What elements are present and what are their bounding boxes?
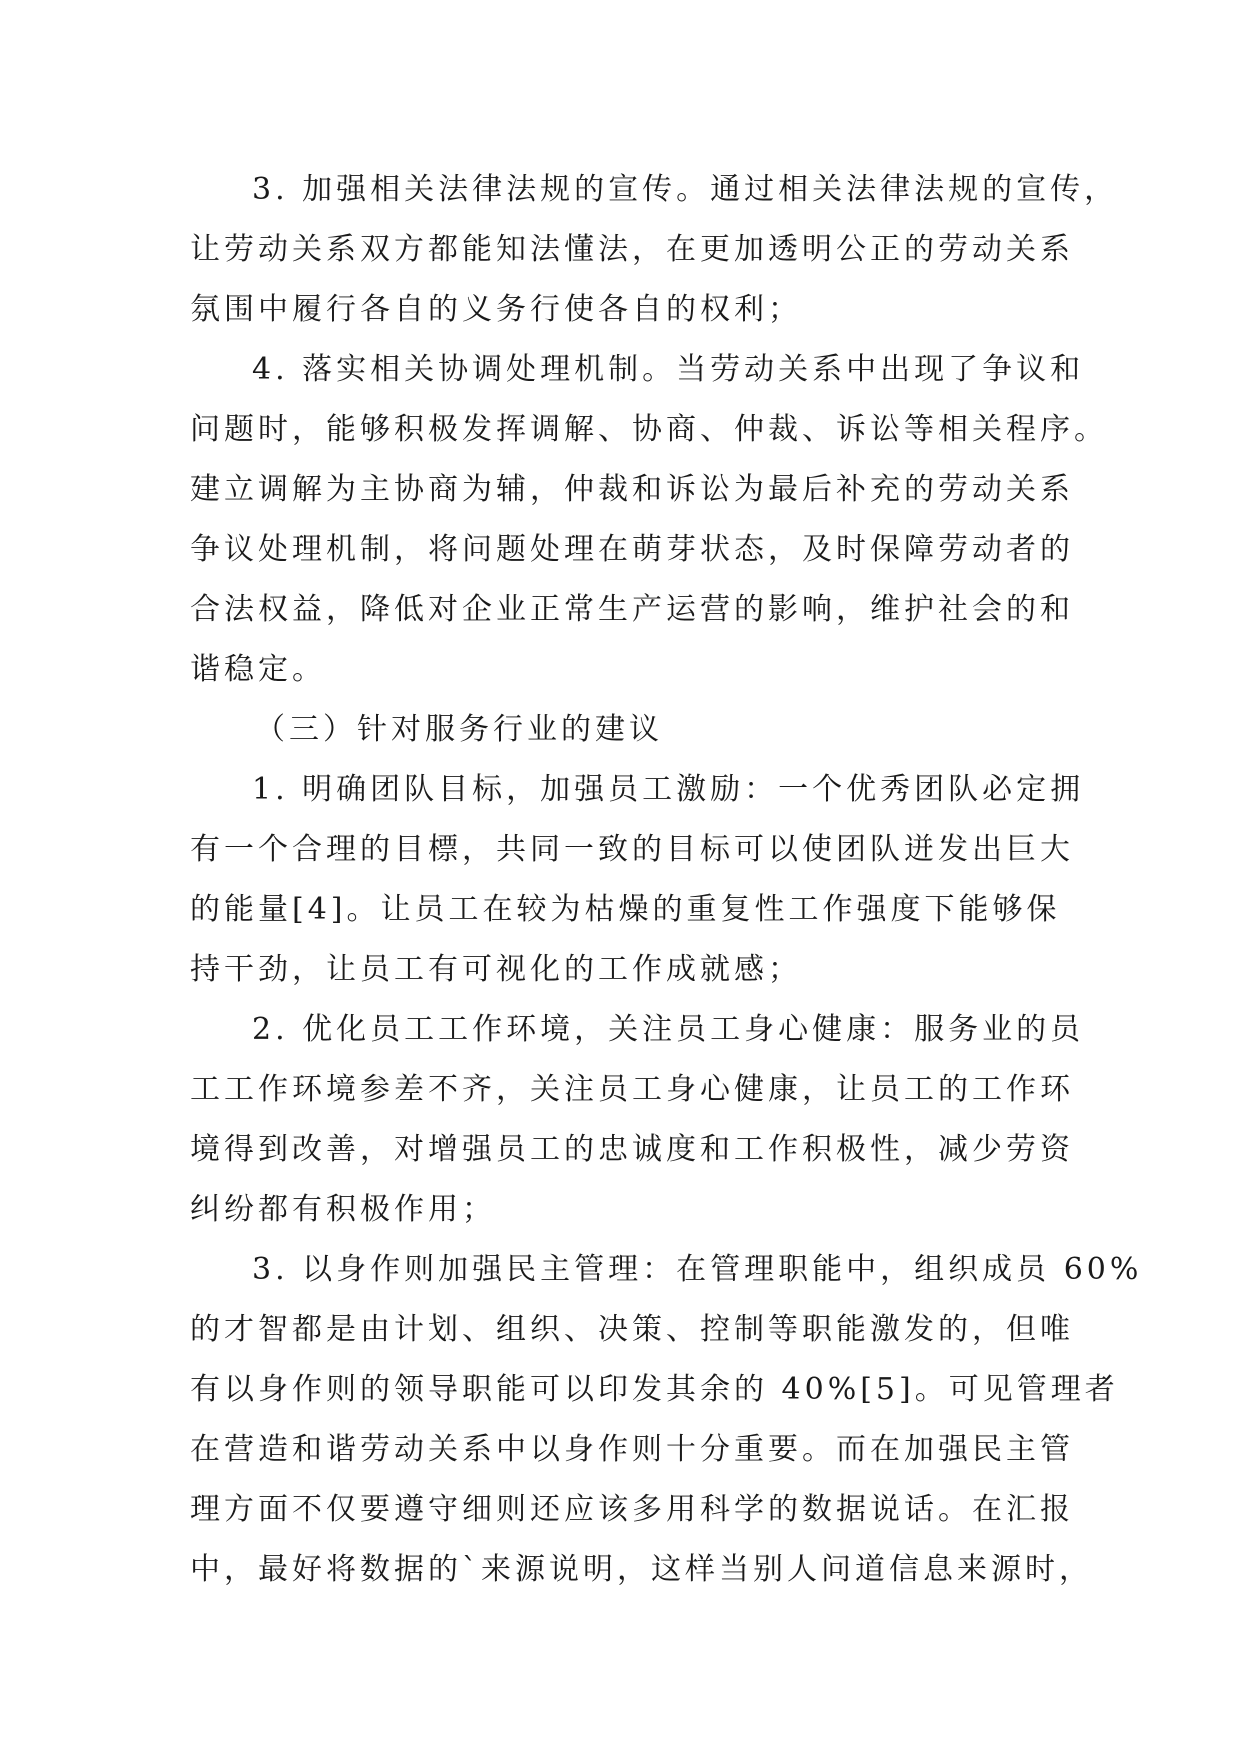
- paragraph-line: 持干劲，让员工有可视化的工作成就感；: [190, 952, 802, 987]
- paragraph-line: 在营造和谐劳动关系中以身作则十分重要。而在加强民主管: [190, 1432, 1074, 1467]
- paragraph-line: 3. 以身作则加强民主管理：在管理职能中，组织成员 60%: [252, 1252, 1143, 1287]
- paragraph-line: 谐稳定。: [190, 652, 326, 687]
- paragraph-line: 中，最好将数据的`来源说明，这样当别人问道信息来源时，: [190, 1552, 1093, 1587]
- section-heading: （三）针对服务行业的建议: [255, 712, 663, 747]
- paragraph-line: 纠纷都有积极作用；: [190, 1192, 496, 1227]
- paragraph-line: 建立调解为主协商为辅，仲裁和诉讼为最后补充的劳动关系: [190, 472, 1074, 507]
- paragraph-line: 的才智都是由计划、组织、决策、控制等职能激发的，但唯: [190, 1312, 1074, 1347]
- paragraph-line: 合法权益，降低对企业正常生产运营的影响，维护社会的和: [190, 592, 1074, 627]
- paragraph-line: 有以身作则的领导职能可以印发其余的 40%[5]。可见管理者: [190, 1372, 1119, 1407]
- paragraph-line: 理方面不仅要遵守细则还应该多用科学的数据说话。在汇报: [190, 1492, 1074, 1527]
- paragraph-line: 让劳动关系双方都能知法懂法，在更加透明公正的劳动关系: [190, 232, 1074, 267]
- paragraph-line: 3. 加强相关法律法规的宣传。通过相关法律法规的宣传，: [252, 172, 1119, 207]
- paragraph-line: 2. 优化员工工作环境，关注员工身心健康：服务业的员: [252, 1012, 1085, 1047]
- paragraph-line: 1. 明确团队目标，加强员工激励：一个优秀团队必定拥: [252, 772, 1085, 807]
- paragraph-line: 有一个合理的目標，共同一致的目标可以使团队迸发出巨大: [190, 832, 1074, 867]
- paragraph-line: 境得到改善，对增强员工的忠诚度和工作积极性，减少劳资: [190, 1132, 1074, 1167]
- paragraph-line: 工工作环境参差不齐，关注员工身心健康，让员工的工作环: [190, 1072, 1074, 1107]
- paragraph-line: 的能量[4]。让员工在较为枯燥的重复性工作强度下能够保: [190, 892, 1061, 927]
- paragraph-line: 问题时，能够积极发挥调解、协商、仲裁、诉讼等相关程序。: [190, 412, 1108, 447]
- paragraph-line: 4. 落实相关协调处理机制。当劳动关系中出现了争议和: [252, 352, 1085, 387]
- paragraph-line: 争议处理机制，将问题处理在萌芽状态，及时保障劳动者的: [190, 532, 1074, 567]
- document-body: [190, 160, 1143, 1600]
- paragraph-line: 氛围中履行各自的义务行使各自的权利；: [190, 292, 802, 327]
